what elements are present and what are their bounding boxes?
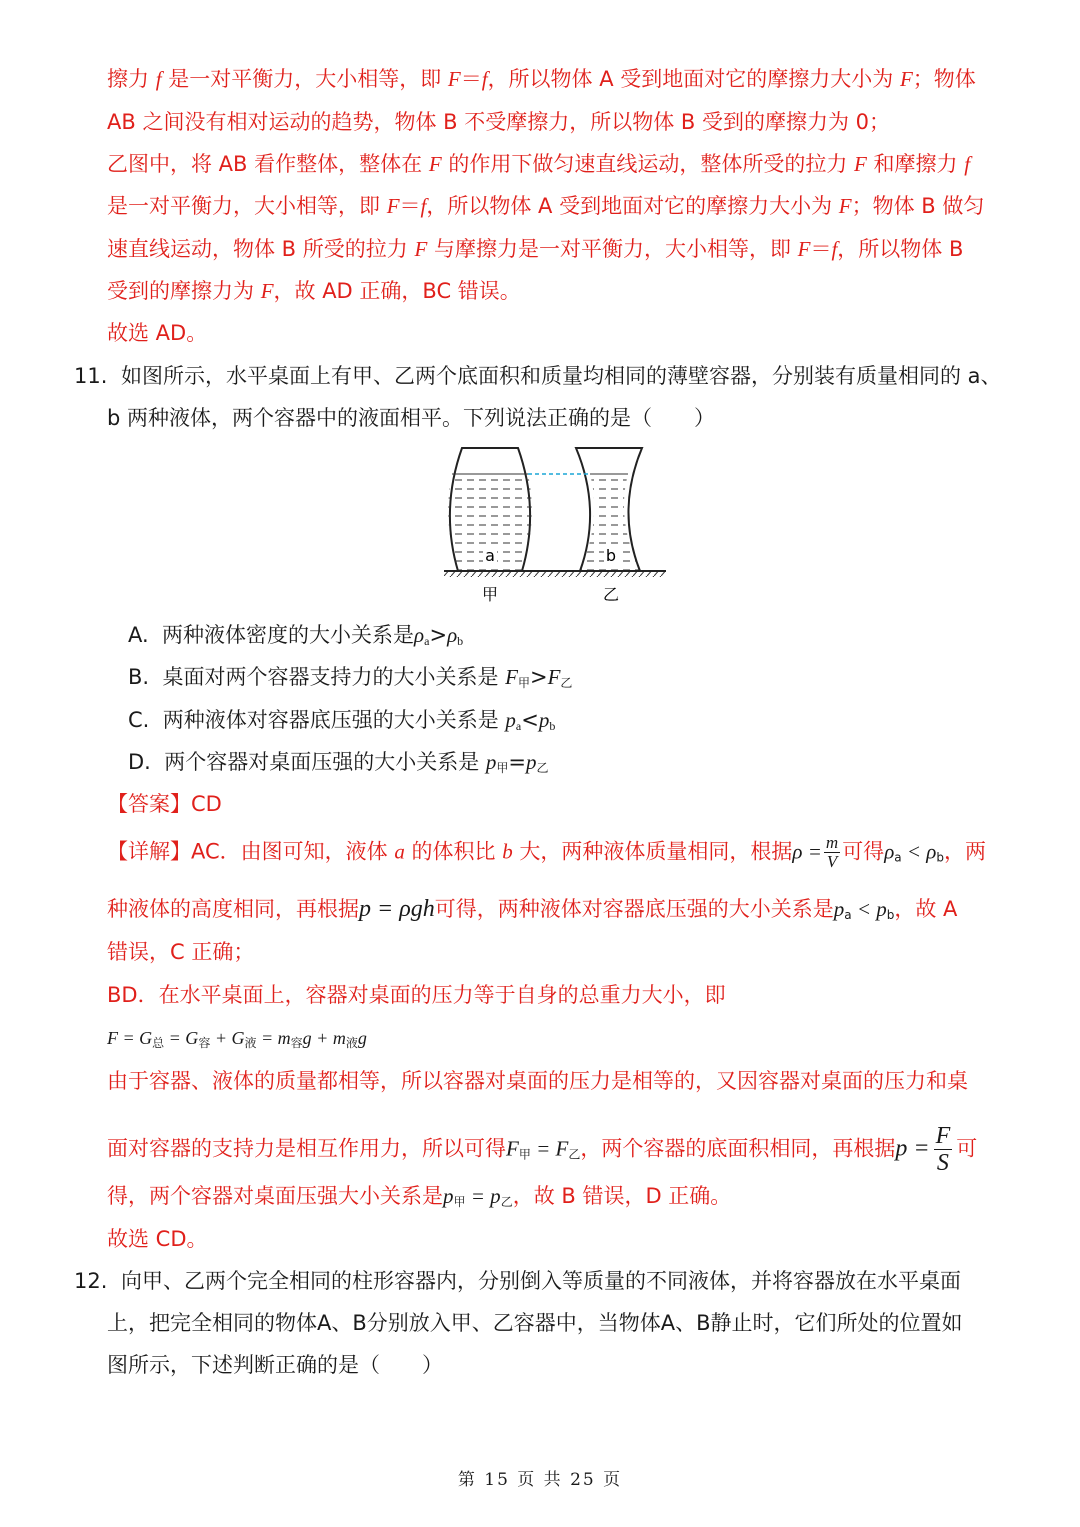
detail-line-7: 面对容器的支持力是相互作用力，所以可得$F_甲 = F_乙$，两个容器的底面积相同，再根据p = $\frac{F}{S}$ 可 (107, 1123, 978, 1176)
prev-answer-line-5: 速直线运动，物体 B 所受的拉力 F 与摩擦力是一对平衡力，大小相等，即 F＝f，所以物体 B (107, 237, 964, 261)
detail-conclusion: 故选 CD。 (107, 1227, 208, 1251)
prev-answer-line-2: AB 之间没有相对运动的趋势，物体 B 不受摩擦力，所以物体 B 受到的摩擦力为 0； (107, 110, 890, 134)
liquid-b-label: b (605, 546, 617, 565)
detail-line-4: BD．在水平桌面上，容器对桌面的压力等于自身的总重力大小，即 (107, 983, 726, 1007)
prev-answer-line-1: 擦力 f 是一对平衡力，大小相等，即 F＝f，所以物体 A 受到地面对它的摩擦力大小为 F；物体 (107, 67, 976, 91)
question-12-number: 12. (74, 1269, 108, 1293)
option-d: D. 两个容器对桌面压强的大小关系是 $p_甲=p_乙$ (128, 750, 549, 775)
prev-answer-line-4: 是一对平衡力，大小相等，即 F＝f，所以物体 A 受到地面对它的摩擦力大小为 F；物体 B 做匀 (107, 194, 985, 218)
liquid-a-label: a (485, 546, 495, 565)
prev-answer-line-3: 乙图中，将 AB 看作整体，整体在 F 的作用下做匀速直线运动，整体所受的拉力 F 和摩擦力 f (107, 152, 971, 176)
label-jia: 甲 (481, 585, 499, 604)
label-yi: 乙 (602, 585, 620, 604)
prev-answer-conclusion: 故选 AD。 (107, 321, 208, 345)
density-fraction: $\frac{m}{V}$ (825, 833, 839, 871)
question-11-number: 11. (74, 364, 108, 388)
option-b: B. 桌面对两个容器支持力的大小关系是 $F_甲>F_乙$ (128, 665, 573, 690)
question-12-stem-2: 上，把完全相同的物体A、B分别放入甲、乙容器中，当物体A、B静止时，它们所处的位置如 (107, 1311, 963, 1335)
detail-line-1: 【详解】AC．由图可知，液体 a 的体积比 b 大，两种液体质量相同，根据ρ = $\frac{m}{V}$ 可得$\rho_a < \rho_b$，两 (107, 833, 987, 871)
option-c: C. 两种液体对容器底压强的大小关系是 $p_a<p_b$ (128, 708, 556, 733)
question-12-stem-3: 图所示，下述判断正确的是（ ） (107, 1353, 443, 1377)
detail-line-8: 得，两个容器对桌面压强大小关系是$p_甲 = p_乙$，故 B 错误，D 正确。 (107, 1184, 732, 1209)
detail-line-6: 由于容器、液体的质量都相等，所以容器对桌面的压力是相等的，又因容器对桌面的压力和桌 (107, 1069, 968, 1093)
force-equation: $F = G_总 = G_容 + G_液 = m_容g + m_液g$ (107, 1028, 367, 1050)
question-12-stem-1: 向甲、乙两个完全相同的柱形容器内，分别倒入等质量的不同液体，并将容器放在水平桌面 (121, 1269, 961, 1293)
answer-line: 【答案】CD (107, 792, 222, 816)
prev-answer-line-6: 受到的摩擦力为 F，故 AD 正确，BC 错误。 (107, 279, 521, 303)
option-a: A. 两种液体密度的大小关系是$\rho_a>\rho_b$ (128, 623, 464, 648)
detail-line-3: 错误，C 正确； (107, 940, 255, 964)
pressure-fraction: $\frac{F}{S}$ (935, 1123, 951, 1176)
containers-figure (430, 440, 680, 610)
page-footer: 第 15 页 共 25 页 (457, 1470, 623, 1490)
question-11-stem-1: 如图所示，水平桌面上有甲、乙两个底面积和质量均相同的薄壁容器，分别装有质量相同的 a、 (121, 364, 1002, 388)
question-11-stem-2: b 两种液体，两个容器中的液面相平。下列说法正确的是（ ） (107, 406, 716, 430)
detail-line-2: 种液体的高度相同，再根据p = ρgh可得，两种液体对容器底压强的大小关系是$p_a < p_b$，故 A (107, 896, 958, 922)
